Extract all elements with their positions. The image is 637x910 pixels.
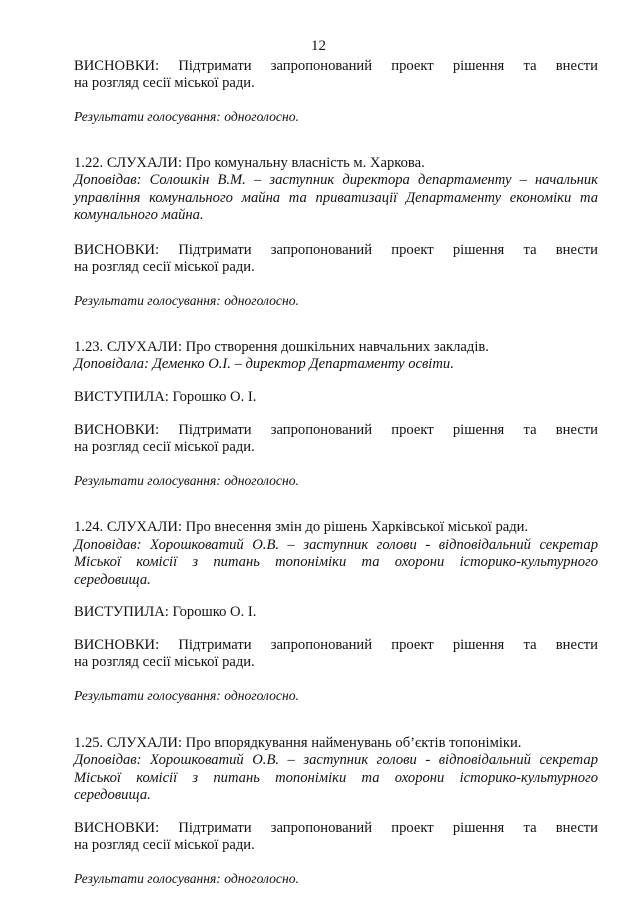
- page-number: 12: [311, 38, 326, 54]
- vote-result: Результати голосування: одноголосно.: [74, 688, 299, 703]
- conclusions-line-2: на розгляд сесії міської ради.: [74, 259, 255, 275]
- speaker-line-2: Міської комісії з питань топоніміки та охорони історико-культурного: [74, 554, 598, 570]
- vote-result: Результати голосування: одноголосно.: [74, 473, 299, 488]
- speaker-line-2: Міської комісії з питань топоніміки та охорони історико-культурного: [74, 770, 598, 786]
- conclusions-line-1: ВИСНОВКИ: Підтримати запропонований проект рішення та внести: [74, 58, 598, 74]
- speaker-line: Доповідала: Деменко О.І. – директор Департаменту освіти.: [74, 356, 454, 372]
- heard-item-1-23: 1.23. СЛУХАЛИ: Про створення дошкільних навчальних закладів.: [74, 339, 489, 355]
- vote-result: Результати голосування: одноголосно.: [74, 293, 299, 308]
- heard-item-1-25: 1.25. СЛУХАЛИ: Про впорядкування найменувань об’єктів топоніміки.: [74, 735, 522, 751]
- conclusions-line-2: на розгляд сесії міської ради.: [74, 439, 255, 455]
- speaker-line-1: Доповідав: Солошкін В.М. – заступник директора департаменту – начальник: [74, 172, 598, 188]
- speaker-line-3: середовища.: [74, 572, 151, 588]
- conclusions-line-2: на розгляд сесії міської ради.: [74, 75, 255, 91]
- speaker-line-1: Доповідав: Хорошковатий О.В. – заступник голови - відповідальний секретар: [74, 537, 598, 553]
- vote-result: Результати голосування: одноголосно.: [74, 871, 299, 886]
- spoke-line: ВИСТУПИЛА: Горошко О. І.: [74, 389, 257, 405]
- conclusions-line-2: на розгляд сесії міської ради.: [74, 837, 255, 853]
- speaker-line-3: комунального майна.: [74, 207, 204, 223]
- conclusions-line-1: ВИСНОВКИ: Підтримати запропонований проект рішення та внести: [74, 242, 598, 258]
- vote-result: Результати голосування: одноголосно.: [74, 109, 299, 124]
- conclusions-line-1: ВИСНОВКИ: Підтримати запропонований проект рішення та внести: [74, 422, 598, 438]
- conclusions-line-1: ВИСНОВКИ: Підтримати запропонований проект рішення та внести: [74, 637, 598, 653]
- conclusions-line-2: на розгляд сесії міської ради.: [74, 654, 255, 670]
- spoke-line: ВИСТУПИЛА: Горошко О. І.: [74, 604, 257, 620]
- speaker-line-1: Доповідав: Хорошковатий О.В. – заступник голови - відповідальний секретар: [74, 752, 598, 768]
- conclusions-line-1: ВИСНОВКИ: Підтримати запропонований проект рішення та внести: [74, 820, 598, 836]
- heard-item-1-24: 1.24. СЛУХАЛИ: Про внесення змін до рішень Харківської міської ради.: [74, 519, 529, 535]
- heard-item-1-22: 1.22. СЛУХАЛИ: Про комунальну власність м. Харкова.: [74, 155, 425, 171]
- speaker-line-2: управління комунального майна та приватизації Департаменту економіки та: [74, 190, 598, 206]
- speaker-line-3: середовища.: [74, 787, 151, 803]
